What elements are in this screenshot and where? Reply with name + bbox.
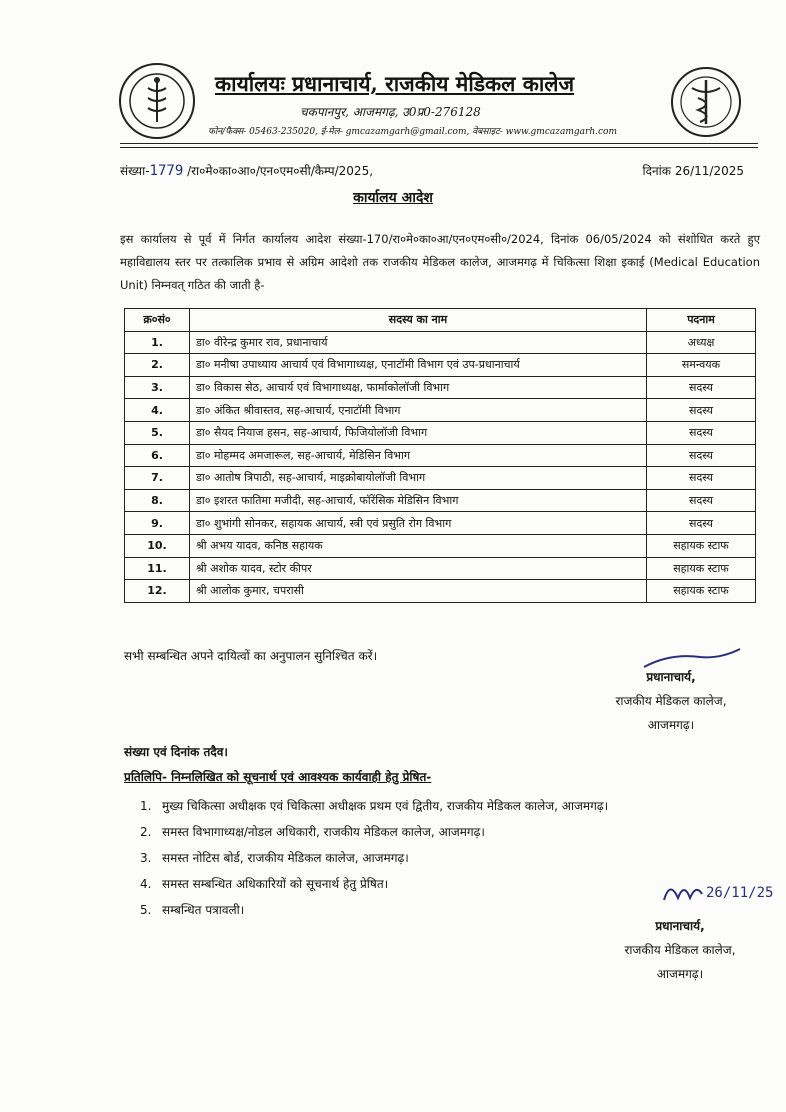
member-name-cell: डा० अंकित श्रीवास्तव, सह-आचार्य, एनाटॉमी विभाग [190, 399, 647, 422]
serial-cell: 3. [125, 376, 190, 399]
table-row [125, 512, 756, 535]
order-date: दिनांक 26/11/2025 [642, 164, 744, 178]
member-name-cell: डा० विकास सेठ, आचार्य एवं विभागाध्यक्ष, फार्माकोलॉजी विभाग [190, 376, 647, 399]
table-row [125, 444, 756, 467]
signature-block-primary [586, 665, 756, 737]
member-name-cell: श्री आलोक कुमार, चपरासी [190, 580, 647, 603]
designation-cell: सहायक स्टाफ [647, 580, 756, 603]
table-row [125, 376, 756, 399]
designation-cell: अध्यक्ष [647, 331, 756, 354]
designation-cell: सदस्य [647, 376, 756, 399]
designation-cell: सदस्य [647, 512, 756, 535]
header-divider [120, 143, 758, 144]
designation-cell: सदस्य [647, 489, 756, 512]
handwritten-date: 26/11/25 [706, 885, 774, 901]
table-row [125, 557, 756, 580]
header-designation: पदनाम [647, 309, 756, 332]
header-contact: फोन/फैक्स- 05463-235020, ई-मेल- gmcazamgarh@gmail.com, वेबसाइट- www.gmcazamgarh.com [208, 127, 617, 137]
members-table [124, 308, 756, 603]
member-name-cell: श्री अशोक यादव, स्टोर कीपर [190, 557, 647, 580]
signatory-org: राजकीय मेडिकल कालेज, [615, 694, 727, 708]
serial-cell: 5. [125, 421, 190, 444]
reference-number [120, 162, 373, 179]
member-name-cell: डा० मनीषा उपाध्याय आचार्य एवं विभागाध्यक्ष, एनाटॉमी विभाग एवं उप-प्रधानाचार्य [190, 354, 647, 377]
serial-cell: 10. [125, 534, 190, 557]
header-divider-second [120, 147, 758, 148]
signatory-org: राजकीय मेडिकल कालेज, [624, 943, 736, 957]
designation-cell: सदस्य [647, 467, 756, 490]
reference-suffix: /रा०मे०का०आ०/एन०एम०सी/कैम्प/2025, [187, 164, 374, 178]
table-row [125, 580, 756, 603]
serial-cell: 11. [125, 557, 190, 580]
order-title: कार्यालय आदेश [353, 190, 433, 206]
designation-cell: सहायक स्टाफ [647, 534, 756, 557]
medical-caduceus-icon [670, 66, 748, 144]
serial-cell: 8. [125, 489, 190, 512]
list-item: 4. समस्त सम्बन्धित अधिकारियों को सूचनार्थ हेतु प्रेषित। [140, 877, 389, 891]
serial-cell: 7. [125, 467, 190, 490]
header-member-name: सदस्य का नाम [190, 309, 647, 332]
list-item: 5. सम्बन्धित पत्रावली। [140, 903, 245, 917]
list-item: 1. मुख्य चिकित्सा अधीक्षक एवं चिकित्सा अधीक्षक प्रथम एवं द्वितीय, राजकीय मेडिकल कालेज, आजमगढ़। [140, 799, 609, 813]
member-name-cell: डा० शुभांगी सोनकर, सहायक आचार्य, स्त्री एवं प्रसुति रोग विभाग [190, 512, 647, 535]
serial-cell: 4. [125, 399, 190, 422]
member-name-cell: डा० आतोष त्रिपाठी, सह-आचार्य, माइक्रोबायोलॉजी विभाग [190, 467, 647, 490]
member-name-cell: श्री अभय यादव, कनिष्ठ सहायक [190, 534, 647, 557]
signatory-designation: प्रधानाचार्य, [646, 670, 696, 684]
member-name-cell: डा० इशरत फातिमा मजीदी, सह-आचार्य, फॉरेंसिक मेडिसिन विभाग [190, 489, 647, 512]
serial-cell: 12. [125, 580, 190, 603]
designation-cell: सदस्य [647, 399, 756, 422]
body-paragraph: इस कार्यालय से पूर्व में निर्गत कार्यालय आदेश संख्या-170/रा०मे०का०आ/एन०एम०सी०/2024, दिनांक 06/05/2024 को संशोधित करते हुए महाविद्यालय स्तर पर तत्कालिक प्रभाव से अग्रिम आदेशो तक राजकीय मेडिकल कालेज, आजमगढ़ में चिकित्सा शिक्षा इकाई (Medical Education Unit) निम्नवत् गठित की जाती है- [120, 232, 760, 292]
header-title: कार्यालयः प्रधानाचार्य, राजकीय मेडिकल कालेज [215, 71, 575, 96]
signature-scribble-icon [660, 878, 706, 908]
table-row [125, 421, 756, 444]
signatory-place: आजमगढ़। [647, 718, 695, 732]
table-row [125, 331, 756, 354]
signatory-place: आजमगढ़। [656, 967, 704, 981]
table-header-row [125, 309, 756, 332]
designation-cell: सदस्य [647, 444, 756, 467]
serial-cell: 2. [125, 354, 190, 377]
copy-heading: प्रतिलिपि- निम्नलिखित को सूचनार्थ एवं आवश्यक कार्यवाही हेतु प्रेषित- [124, 770, 432, 784]
table-row [125, 467, 756, 490]
table-row [125, 534, 756, 557]
header-serial: क्र०सं० [125, 309, 190, 332]
member-name-cell: डा० वीरेन्द्र कुमार राव, प्रधानाचार्य [190, 331, 647, 354]
designation-cell: सदस्य [647, 421, 756, 444]
same-date-note: संख्या एवं दिनांक तदैव। [124, 745, 228, 759]
compliance-note: सभी सम्बन्धित अपने दायित्वों का अनुपालन सुनिश्चित करें। [124, 649, 378, 663]
table-row [125, 399, 756, 422]
copy-list [140, 793, 608, 923]
serial-cell: 6. [125, 444, 190, 467]
list-item: 2. समस्त विभागाध्यक्ष/नोडल अधिकारी, राजकीय मेडिकल कालेज, आजमगढ़। [140, 825, 485, 839]
reference-prefix: संख्या- [120, 164, 150, 178]
member-name-cell: डा० मोहम्मद अमजारूल, सह-आचार्य, मेडिसिन विभाग [190, 444, 647, 467]
handwritten-number: 1779 [149, 163, 184, 179]
signatory-designation: प्रधानाचार्य, [655, 919, 705, 933]
designation-cell: समन्वयक [647, 354, 756, 377]
serial-cell: 1. [125, 331, 190, 354]
serial-cell: 9. [125, 512, 190, 535]
header-address: चकपानपुर, आजमगढ़, उ0प्र0-276128 [300, 105, 481, 119]
handwritten-signature [660, 878, 773, 908]
table-row [125, 354, 756, 377]
table-row [125, 489, 756, 512]
list-item: 3. समस्त नोटिस बोर्ड, राजकीय मेडिकल कालेज, आजमगढ़। [140, 851, 409, 865]
college-seal-icon [118, 62, 196, 140]
signature-block-secondary [590, 914, 770, 986]
member-name-cell: डा० सैयद नियाज हसन, सह-आचार्य, फिजियोलॉजी विभाग [190, 421, 647, 444]
designation-cell: सहायक स्टाफ [647, 557, 756, 580]
